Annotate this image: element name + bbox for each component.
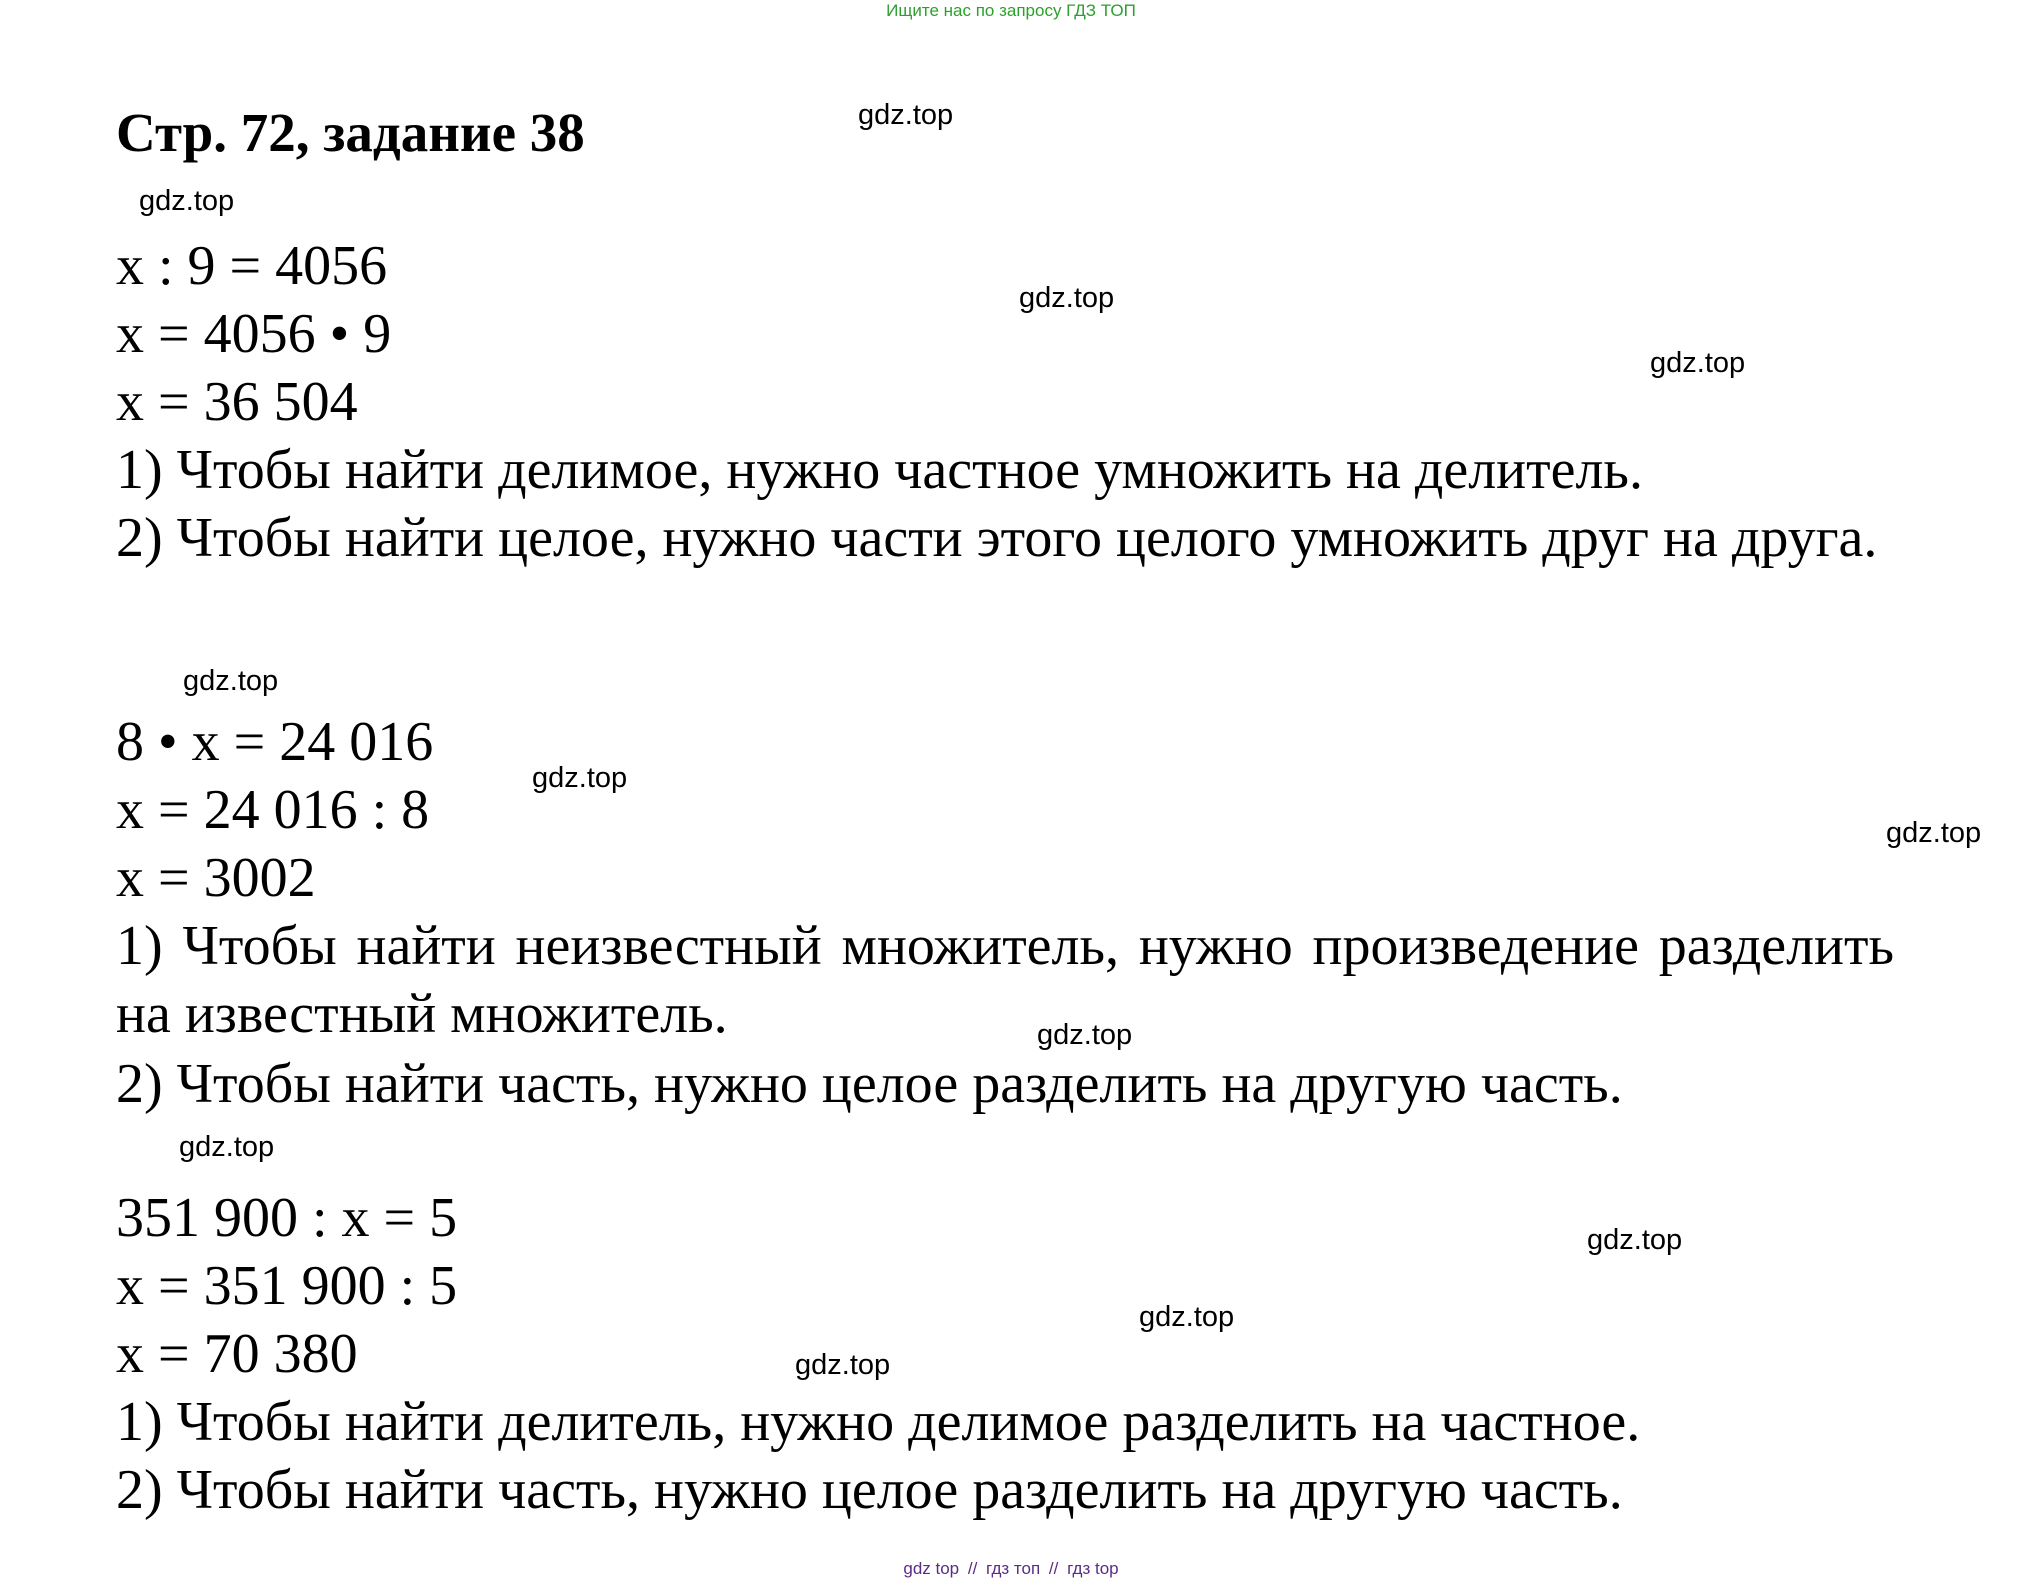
footer-link[interactable]: гдз топ	[986, 1559, 1041, 1578]
watermark: gdz.top	[1019, 282, 1115, 314]
page-title: Стр. 72, задание 38	[116, 102, 585, 163]
watermark: gdz.top	[179, 1131, 275, 1163]
rule-text: 1) Чтобы найти неизвестный множитель, нужно произведение разделить на известный множитель.	[116, 915, 1894, 1045]
top-search-note: Ищите нас по запросу ГДЗ ТОП	[886, 1, 1136, 20]
watermark: gdz.top	[795, 1349, 891, 1381]
footer-links	[0, 1558, 2022, 1580]
watermark: gdz.top	[858, 99, 954, 131]
footer-separator: //	[967, 1559, 978, 1578]
equation-line: 351 900 : x = 5	[116, 1187, 458, 1249]
watermark: gdz.top	[1139, 1301, 1235, 1333]
footer-separator: //	[1048, 1559, 1059, 1578]
equation-line: x : 9 = 4056	[116, 235, 388, 297]
watermark: gdz.top	[1587, 1224, 1683, 1256]
rule-text: 1) Чтобы найти делимое, нужно частное умножить на делитель.	[116, 439, 1643, 501]
equation-line: x = 3002	[116, 847, 316, 909]
equation-line: x = 4056 • 9	[116, 303, 392, 365]
rule-text: 1) Чтобы найти делитель, нужно делимое разделить на частное.	[116, 1391, 1641, 1453]
watermark: gdz.top	[139, 185, 235, 217]
watermark: gdz.top	[1650, 347, 1746, 379]
equation-line: x = 351 900 : 5	[116, 1255, 458, 1317]
rule-text: 2) Чтобы найти часть, нужно целое разделить на другую часть.	[116, 1053, 1623, 1115]
watermark: gdz.top	[1886, 817, 1982, 849]
footer-link[interactable]: гдз top	[1067, 1559, 1119, 1578]
equation-line: x = 70 380	[116, 1323, 358, 1385]
equation-line: x = 36 504	[116, 371, 358, 433]
watermark: gdz.top	[1037, 1019, 1133, 1051]
footer-link[interactable]: gdz top	[903, 1559, 960, 1578]
equation-line: 8 • x = 24 016	[116, 711, 434, 773]
equation-line: x = 24 016 : 8	[116, 779, 430, 841]
rule-text: 2) Чтобы найти целое, нужно части этого целого умножить друг на друга.	[116, 507, 1878, 569]
rule-text: 2) Чтобы найти часть, нужно целое разделить на другую часть.	[116, 1459, 1623, 1521]
watermark: gdz.top	[532, 762, 628, 794]
watermark: gdz.top	[183, 665, 279, 697]
